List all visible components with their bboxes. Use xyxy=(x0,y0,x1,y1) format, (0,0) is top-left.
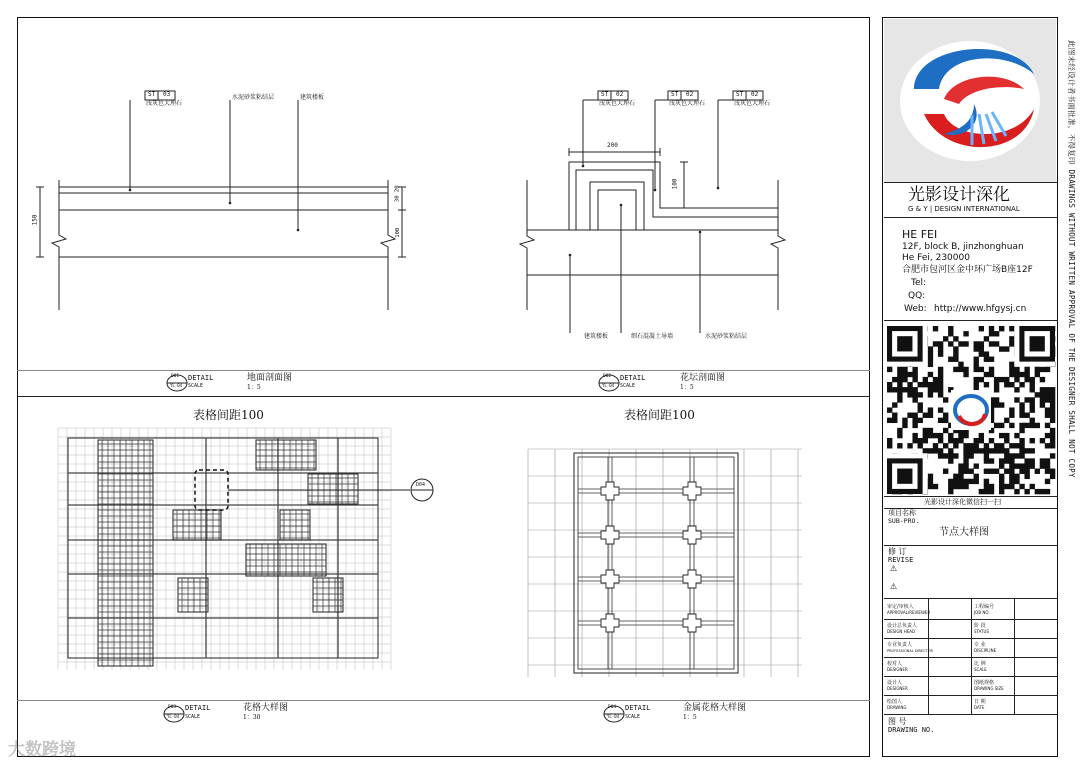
drawing-by-label-en: DRAWING xyxy=(887,705,907,710)
copyright-notice xyxy=(1061,40,1079,760)
tag-top: D04 xyxy=(608,705,617,710)
address-line-1: 12F, block B, jinzhonghuan xyxy=(902,242,1024,252)
jobno-label-cn: 工程编号 xyxy=(974,604,995,610)
grid-note: 表格间距100 xyxy=(624,408,695,422)
drawing-no-label-en: DRAWING NO. xyxy=(888,726,935,734)
tb-row xyxy=(884,638,1058,639)
project-name: 节点大样图 xyxy=(939,527,989,538)
wechat-qr-code[interactable] xyxy=(887,326,1055,494)
date-label-en: DATE xyxy=(974,705,985,710)
dim-200: 200 xyxy=(607,142,618,149)
watermark: 大数跨境 xyxy=(8,740,76,760)
detail-scale: 1：5 xyxy=(247,384,261,391)
tag-top: D01 xyxy=(171,374,180,379)
tel-label: Tel: xyxy=(911,278,927,288)
tag-bottom: YL-04 xyxy=(602,383,615,388)
status-label-cn: 阶 段 xyxy=(974,623,986,629)
scale-label-cn: 比 例 xyxy=(974,661,986,667)
discipline-label-cn: 专 业 xyxy=(974,642,986,648)
designer-label-cn: 设计人 xyxy=(887,680,903,686)
callout-marble-2: 浅灰色大理石 xyxy=(669,100,706,107)
copyright-text: 此图未经设计者书面批准，不得复印 DRAWINGS WITHOUT WRITTEN APPROVAL OF THE DESIGNER SHALL NOT COPY xyxy=(1067,40,1076,478)
st-code-3: ST xyxy=(736,91,744,98)
callout-marble-1: 浅灰色大理石 xyxy=(599,100,636,107)
drawing-no-label-cn: 图 号 xyxy=(888,717,907,726)
dim-100: 100 xyxy=(395,227,402,238)
detail-label: DETAIL xyxy=(620,374,646,382)
detail-title: 金属花格大样图 xyxy=(683,703,747,713)
metal-lattice-drawing xyxy=(528,449,802,677)
tag-top: D03 xyxy=(168,705,177,710)
st-number-2: 02 xyxy=(686,91,694,98)
tag-bottom: YL-04 xyxy=(167,714,180,719)
designer-label-en: DESIGNER xyxy=(887,686,908,691)
callout-slab: 建筑楼板 xyxy=(584,333,609,340)
drawing-by-label-cn: 绘图人 xyxy=(887,699,903,705)
st-number-3: 02 xyxy=(751,91,759,98)
prof-label-en: PROFESSIONAL DIRECTOR xyxy=(887,649,933,653)
scale-label-en: SCALE xyxy=(974,667,987,672)
detail-title: 花格大样图 xyxy=(243,703,289,713)
approval-label-en: APPROVAL/REVIEWER xyxy=(887,610,931,615)
detail-scale: 1：5 xyxy=(680,384,694,391)
jobno-label-en: JOB NO. xyxy=(974,610,990,615)
company-name-en: G & Y | DESIGN INTERNATIONAL xyxy=(908,205,1020,213)
detail-scale: 1：5 xyxy=(683,714,697,721)
st-code-1: ST xyxy=(601,91,609,98)
callout-slab: 建筑楼板 xyxy=(300,94,325,101)
tb-col xyxy=(1014,598,1015,714)
revise-label-cn: 修 订 xyxy=(888,547,907,556)
ref-tag-d04: D04 xyxy=(416,482,426,488)
dim-30: 30 xyxy=(394,195,401,203)
checker-label-cn: 校对人 xyxy=(887,661,903,667)
grid-note: 表格间距100 xyxy=(193,408,264,422)
detail-label: DETAIL xyxy=(625,704,651,712)
tag-top: D02 xyxy=(603,374,612,379)
tb-line xyxy=(884,320,1058,321)
tb-row xyxy=(884,657,1058,658)
web-label: Web: xyxy=(904,304,927,314)
detail-scale: 1：30 xyxy=(243,714,261,721)
status-label-en: STATUS xyxy=(974,629,990,634)
project-label-en: SUB-PRO. xyxy=(888,517,920,525)
checker-label-en: DESIGNER xyxy=(887,667,908,672)
callout-concrete-wall: 细石混凝土导墙 xyxy=(631,333,674,340)
address-line-2: He Fei, 230000 xyxy=(902,253,970,263)
callout-marble: 浅灰色大理石 xyxy=(146,100,183,107)
tb-line xyxy=(884,182,1058,183)
head-label-en: DESIGN HEAD xyxy=(887,629,916,634)
detail-title: 地面剖面图 xyxy=(247,373,293,383)
dim-100: 100 xyxy=(671,178,679,190)
tb-col xyxy=(971,598,972,714)
st-number-1: 02 xyxy=(616,91,624,98)
tb-line xyxy=(884,217,1058,218)
address-cn: 合肥市包河区金中环广场B座12F xyxy=(902,265,1033,275)
dim-150: 150 xyxy=(31,214,39,226)
company-name-cn: 光影设计深化 xyxy=(908,185,1010,205)
st-code-2: ST xyxy=(671,91,679,98)
revise-label-en: REVISE xyxy=(888,556,914,564)
scale-label: SCALE xyxy=(620,383,636,389)
tag-bottom: YL-04 xyxy=(607,714,620,719)
approval-label-cn: 审定/审核人 xyxy=(887,604,914,610)
detail-label: DETAIL xyxy=(188,374,214,382)
scale-label: SCALE xyxy=(188,383,204,389)
head-label-cn: 设计总负责人 xyxy=(887,623,918,629)
prof-label-cn: 专业负责人 xyxy=(887,642,913,648)
city: HE FEI xyxy=(902,228,938,241)
callout-marble-3: 浅灰色大理石 xyxy=(734,100,771,107)
size-label-cn: 图纸规格 xyxy=(974,680,995,686)
project-label-cn: 项目名称 xyxy=(888,509,916,517)
qq-label: QQ: xyxy=(908,291,926,301)
st-number: 03 xyxy=(163,91,171,98)
date-label-cn: 日 期 xyxy=(974,699,986,705)
company-logo xyxy=(884,19,1056,182)
scale-label: SCALE xyxy=(625,714,641,720)
size-label-en: DRAWING SIZE xyxy=(974,686,1004,691)
detail-label: DETAIL xyxy=(185,704,211,712)
warning-triangle-icon: ⚠ xyxy=(890,582,898,591)
st-code: ST xyxy=(148,91,156,98)
callout-mortar: 水泥砂浆粘结层 xyxy=(232,94,275,101)
tb-line xyxy=(884,496,1058,497)
tag-bottom: YL-04 xyxy=(170,383,183,388)
warning-triangle-icon: ⚠ xyxy=(890,564,898,573)
qr-caption: 光影设计深化微信扫一扫 xyxy=(924,498,1001,506)
tb-row xyxy=(884,619,1058,620)
tb-line xyxy=(884,545,1058,546)
tb-row xyxy=(884,714,1058,715)
dim-20: 20 xyxy=(394,185,401,193)
scale-label: SCALE xyxy=(185,714,201,720)
web-link[interactable]: http://www.hfgysj.cn xyxy=(934,304,1027,314)
callout-mortar: 水泥砂浆粘结层 xyxy=(705,333,748,340)
tb-row xyxy=(884,695,1058,696)
detail-title: 花坛剖面图 xyxy=(680,373,726,383)
tb-row xyxy=(884,676,1058,677)
discipline-label-en: DISCIPLINE xyxy=(974,648,997,653)
